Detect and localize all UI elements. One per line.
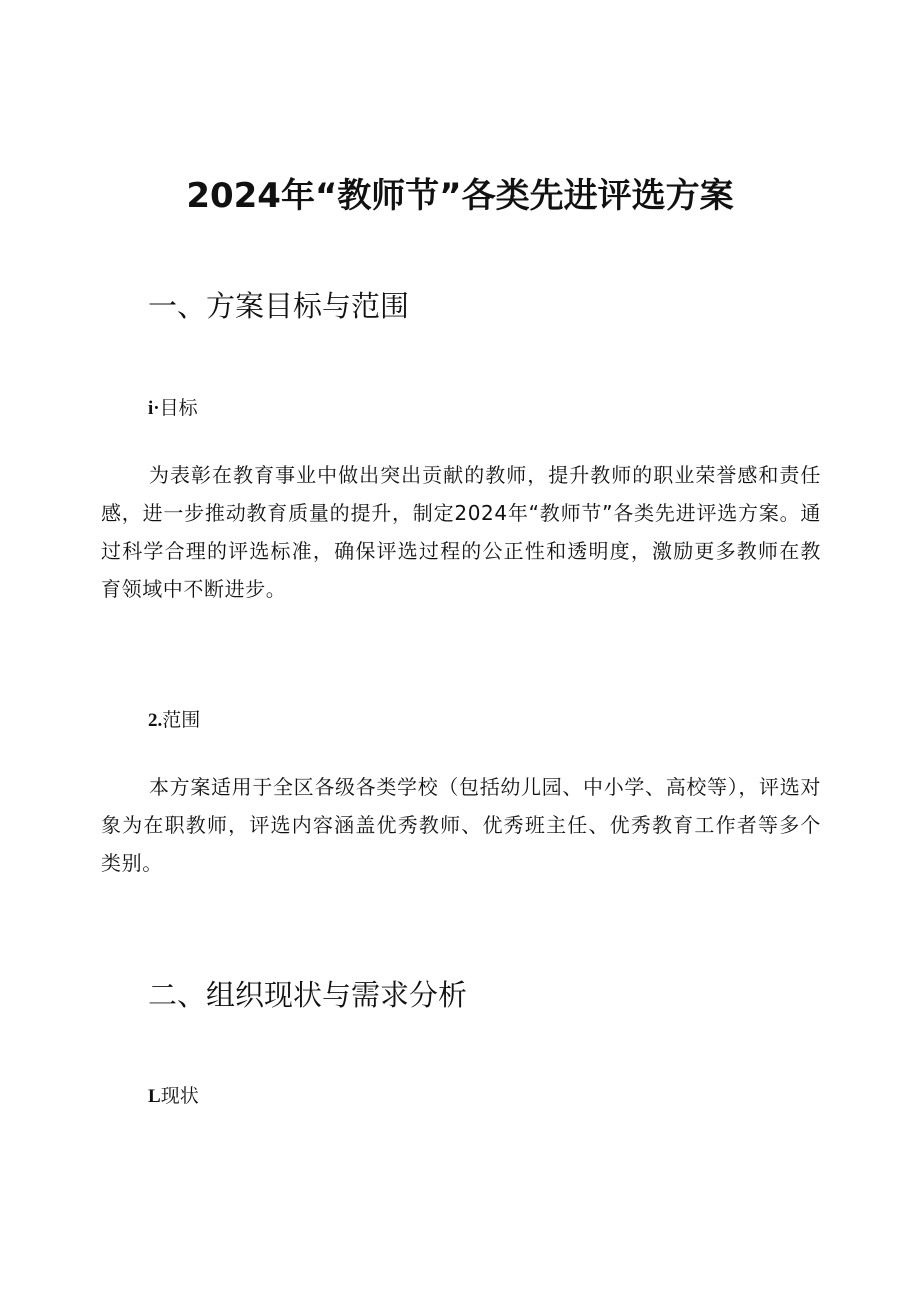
subsection-label: 范围	[162, 709, 201, 731]
document-title: 2024年“教师节”各类先进评选方案	[186, 176, 734, 216]
subsection-number: i·	[148, 398, 160, 419]
section-heading-2: 二、组织现状与需求分析	[148, 978, 468, 1012]
subsection-heading-goal	[148, 394, 198, 423]
subsection-number: 2.	[148, 710, 163, 731]
paragraph-goal: 为表彰在教育事业中做出突出贡献的教师，提升教师的职业荣誉感和责任感，进一步推动教育质量的提升，制定2024年“教师节”各类先进评选方案。通过科学合理的评选标准，确保评选过程的公正性和透明度，激励更多教师在教育领域中不断进步。	[101, 463, 821, 601]
subsection-heading-scope	[148, 706, 200, 735]
subsection-number: L	[148, 1086, 161, 1107]
paragraph-scope: 本方案适用于全区各级各类学校（包括幼儿园、中小学、高校等），评选对象为在职教师，评选内容涵盖优秀教师、优秀班主任、优秀教育工作者等多个类别。	[101, 775, 821, 875]
subsection-heading-status	[148, 1082, 199, 1111]
section-heading-1: 一、方案目标与范围	[148, 289, 410, 323]
subsection-label: 目标	[159, 397, 198, 419]
subsection-label: 现状	[160, 1085, 199, 1107]
